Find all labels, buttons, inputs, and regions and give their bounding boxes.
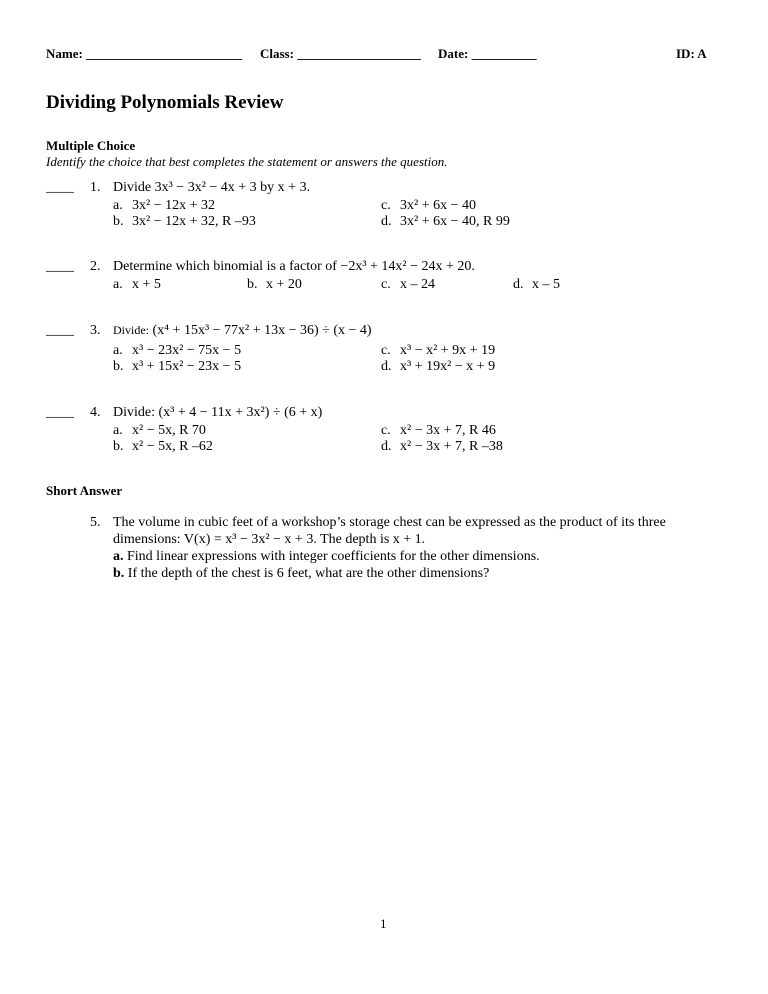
name-field-label: Name: ________________________ xyxy=(46,46,243,61)
choice-b: b. x³ + 15x² − 23x − 5 xyxy=(113,359,242,374)
question-number: 3. xyxy=(90,323,101,338)
part-b: b. If the depth of the chest is 6 feet, what are the other dimensions? xyxy=(113,566,490,581)
question-number: 5. xyxy=(90,515,101,530)
question-text: Divide 3x³ − 3x² − 4x + 3 by x + 3. xyxy=(113,180,311,195)
page-number: 1 xyxy=(380,916,387,931)
part-a: a. Find linear expressions with integer coefficients for the other dimensions. xyxy=(113,549,540,564)
multiple-choice-heading: Multiple Choice xyxy=(46,138,136,153)
question-text: Divide: (x⁴ + 15x³ − 77x² + 13x − 36) ÷ (x − 4) xyxy=(113,323,372,338)
multiple-choice-instructions: Identify the choice that best completes the statement or answers the question. xyxy=(46,154,448,169)
choice-c: c. 3x² + 6x − 40 xyxy=(381,198,476,213)
choice-a: a. x³ − 23x² − 75x − 5 xyxy=(113,343,242,358)
answer-blank: ____ xyxy=(46,405,74,420)
page-title: Dividing Polynomials Review xyxy=(46,92,284,113)
choice-a: a. x + 5 xyxy=(113,277,161,292)
id-label: ID: A xyxy=(676,46,707,61)
question-text: Divide: (x³ + 4 − 11x + 3x²) ÷ (6 + x) xyxy=(113,405,323,420)
choice-b: b. 3x² − 12x + 32, R –93 xyxy=(113,214,256,229)
question-text-line-1: The volume in cubic feet of a workshop’s storage chest can be expressed as the product of its three xyxy=(113,515,666,530)
choice-d: d. x – 5 xyxy=(513,277,560,292)
choice-a: a. x² − 5x, R 70 xyxy=(113,423,206,438)
answer-blank: ____ xyxy=(46,259,74,274)
question-text: Determine which binomial is a factor of −2x³ + 14x² − 24x + 20. xyxy=(113,259,475,274)
choice-c: c. x² − 3x + 7, R 46 xyxy=(381,423,496,438)
short-answer-heading: Short Answer xyxy=(46,483,123,498)
choice-c: c. x³ − x² + 9x + 19 xyxy=(381,343,496,358)
question-number: 1. xyxy=(90,180,101,195)
choice-c: c. x – 24 xyxy=(381,277,435,292)
question-number: 2. xyxy=(90,259,101,274)
choice-b: b. x + 20 xyxy=(247,277,302,292)
question-text-line-2: dimensions: V(x) = x³ − 3x² − x + 3. The depth is x + 1. xyxy=(113,532,426,547)
choice-d: d. 3x² + 6x − 40, R 99 xyxy=(381,214,510,229)
choice-d: d. x³ + 19x² − x + 9 xyxy=(381,359,496,374)
date-field-label: Date: __________ xyxy=(438,46,537,61)
answer-blank: ____ xyxy=(46,180,74,195)
choice-a: a. 3x² − 12x + 32 xyxy=(113,198,215,213)
choice-d: d. x² − 3x + 7, R –38 xyxy=(381,439,503,454)
class-field-label: Class: ___________________ xyxy=(260,46,421,61)
question-prefix: Divide: xyxy=(113,323,149,337)
answer-blank: ____ xyxy=(46,323,74,338)
question-number: 4. xyxy=(90,405,101,420)
choice-b: b. x² − 5x, R –62 xyxy=(113,439,213,454)
